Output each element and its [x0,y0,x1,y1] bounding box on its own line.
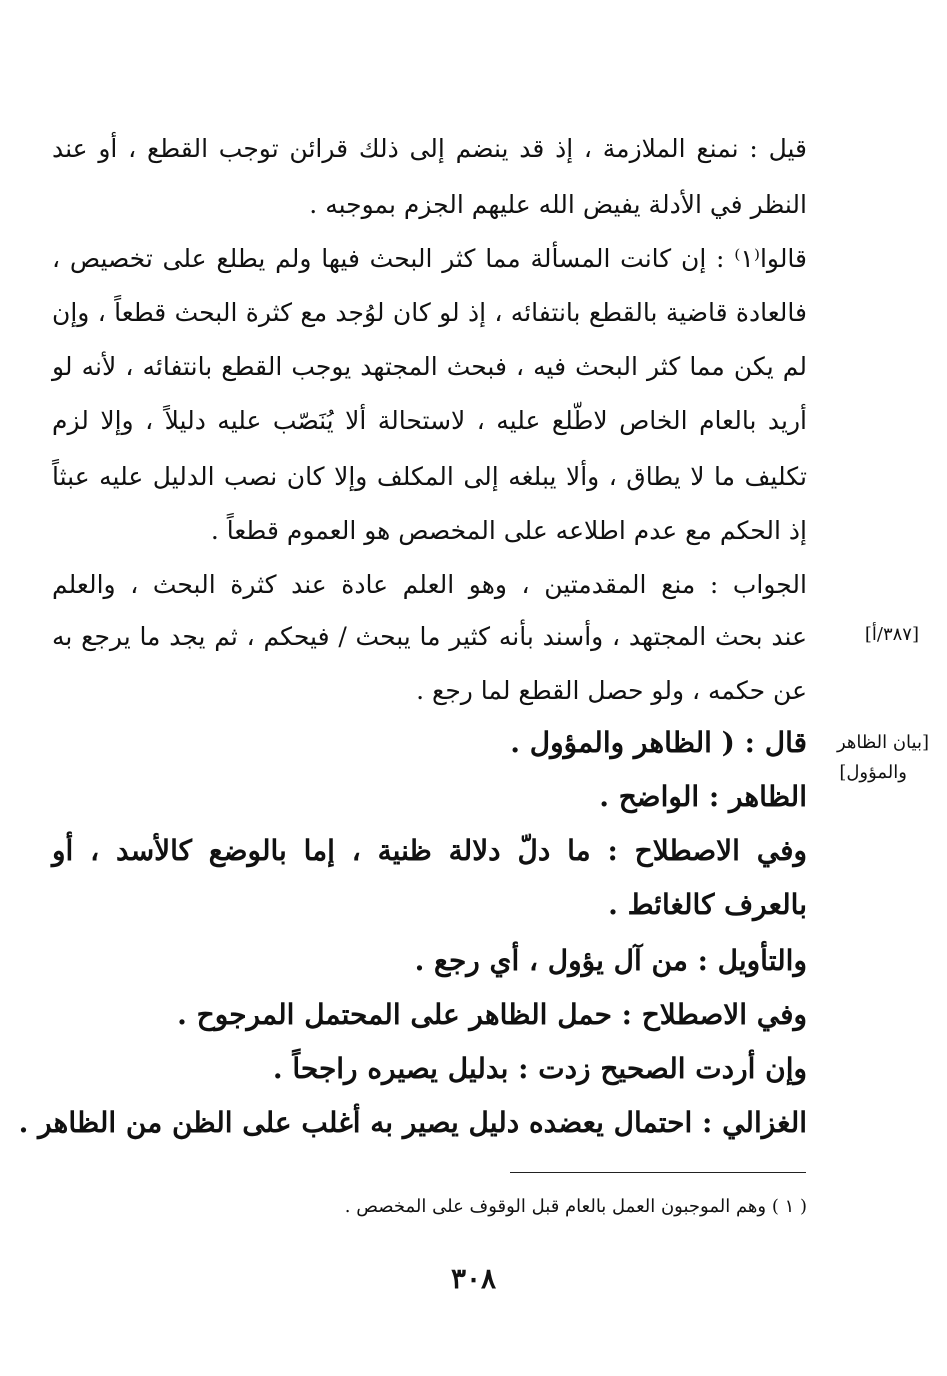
section-note-line-1: [بيان الظاهر [836,732,929,753]
bold-line-7: وإن أردت الصحيح زدت : بدليل يصيره راجحاً . [272,1052,807,1085]
body-line-11: عن حكمه ، ولو حصل القطع لما رجع . [416,676,807,705]
bold-line-2: الظاهر : الواضح . [599,780,807,813]
footnote-divider [510,1172,806,1173]
body-line-1: قيل : نمنع الملازمة ، إذ قد ينضم إلى ذلك قرائن توجب القطع ، أو عند [52,134,807,163]
body-line-5: لم يكن مما كثر البحث فيه ، فبحث المجتهد يوجب القطع بانتفائه ، لأنه لو [52,352,807,381]
body-line-7: تكليف ما لا يطاق ، وألا يبلغه إلى المكلف وإلا كان نصب الدليل عليه عبثاً [52,462,807,491]
folio-reference: [٣٨٧/أ] [864,624,919,645]
body-line-4: فالعادة قاضية بالقطع بانتفائه ، إذ لو كان لوُجد مع كثرة البحث قطعاً ، وإن [52,298,807,327]
bold-line-3: وفي الاصطلاح : ما دلّ دلالة ظنية ، إما بالوضع كالأسد ، أو [52,834,807,867]
body-line-8: إذ الحكم مع عدم اطلاعه على المخصص هو العموم قطعاً . [210,516,807,545]
page-number: ٣٠٨ [450,1262,497,1295]
bold-line-5: والتأويل : من آل يؤول ، أي رجع . [414,944,807,977]
section-note-line-2: والمؤول] [839,762,907,783]
body-line-2: النظر في الأدلة يفيض الله عليهم الجزم بموجبه . [309,190,807,219]
bold-line-4: بالعرف كالغائط . [608,888,807,921]
bold-line-6: وفي الاصطلاح : حمل الظاهر على المحتمل المرجوح . [177,998,807,1031]
body-line-10: عند بحث المجتهد ، وأسند بأنه كثير ما يبحث / فيحكم ، ثم يجد ما يرجع به [52,622,807,651]
body-line-9: الجواب : منع المقدمتين ، وهو العلم عادة عند كثرة البحث ، والعلم [52,570,807,599]
body-line-3: قالوا⁽١⁾ : إن كانت المسألة مما كثر البحث فيها ولم يطلع على تخصيص ، [52,244,807,273]
bold-line-1: قال : ( الظاهر والمؤول . [510,726,807,759]
footnote: ( ١ ) وهم الموجبون العمل بالعام قبل الوقوف على المخصص . [344,1196,807,1217]
body-line-6: أريد بالعام الخاص لاطّلع عليه ، لاستحالة ألا يُنَصّب عليه دليلاً ، وإلا لزم [52,406,807,435]
bold-line-8: الغزالي : احتمال يعضده دليل يصير به أغلب على الظن من الظاهر . [18,1106,807,1139]
